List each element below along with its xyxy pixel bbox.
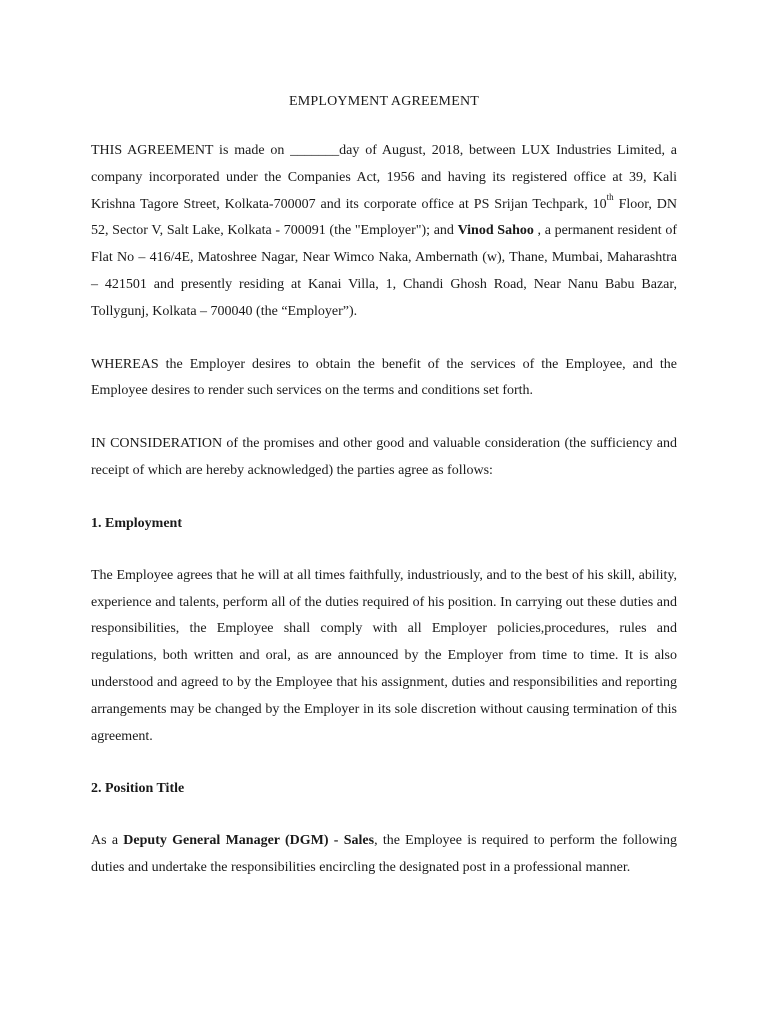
employee-name: Vinod Sahoo <box>457 223 534 239</box>
intro-text-part1: THIS AGREEMENT is made on _______day of August, 2018, between LUX Industries Limited, a company incorporated under the Companies Act, 1956 and having its registered office at 39, Kali Krishna Tagore Street, Kolkata-700007 and its corporate office at PS Srijan Techpark, 10 <box>91 143 677 212</box>
section-2-body <box>91 828 677 882</box>
section-1-body: The Employee agrees that he will at all times faithfully, industriously, and to the best of his skill, ability, experience and talents, perform all of the duties required of his position. In carrying out these duties and responsibilities, the Employee shall comply with all Employer policies,procedures, rules and regulations, both written and oral, as are announced by the Employer from time to time. It is also understood and agreed to by the Employee that his assignment, duties and responsibilities and reporting arrangements may be changed by the Employer in its sole discretion without causing termination of this agreement. <box>91 567 677 744</box>
section-2-heading: 2. Position Title <box>91 781 185 797</box>
section-2-prefix: As a <box>91 833 124 849</box>
position-title: Deputy General Manager (DGM) - Sales <box>123 833 375 849</box>
document-body <box>91 92 677 882</box>
section-1-heading: 1. Employment <box>91 515 182 531</box>
consideration-paragraph: IN CONSIDERATION of the promises and other good and valuable consideration (the sufficiency and receipt of which are hereby acknowledged) the parties agree as follows: <box>91 436 677 478</box>
intro-text-part3: , a permanent resident of Flat No – 416/4E, Matoshree Nagar, Near Wimco Naka, Ambernath (w), Thane, Mumbai, Maharashtra – 421501 and presently residing at Kanai Villa, 1, Chandi Ghosh Road, Near Nanu Babu Bazar, Tollygunj, Kolkata – 700040 (the “Employer”). <box>91 223 677 319</box>
floor-ordinal-suffix: th <box>606 191 614 202</box>
intro-paragraph <box>91 138 677 326</box>
section-2-suffix: , the Employee is required to perform the following duties and undertake the responsibilities encircling the designated post in a professional manner. <box>91 833 677 876</box>
whereas-paragraph: WHEREAS the Employer desires to obtain the benefit of the services of the Employee, and the Employee desires to render such services on the terms and conditions set forth. <box>91 356 677 399</box>
document-title: EMPLOYMENT AGREEMENT <box>288 94 480 109</box>
intro-text-part2: Floor, DN 52, Sector V, Salt Lake, Kolkata - 700091 (the "Employer"); and <box>91 196 677 239</box>
